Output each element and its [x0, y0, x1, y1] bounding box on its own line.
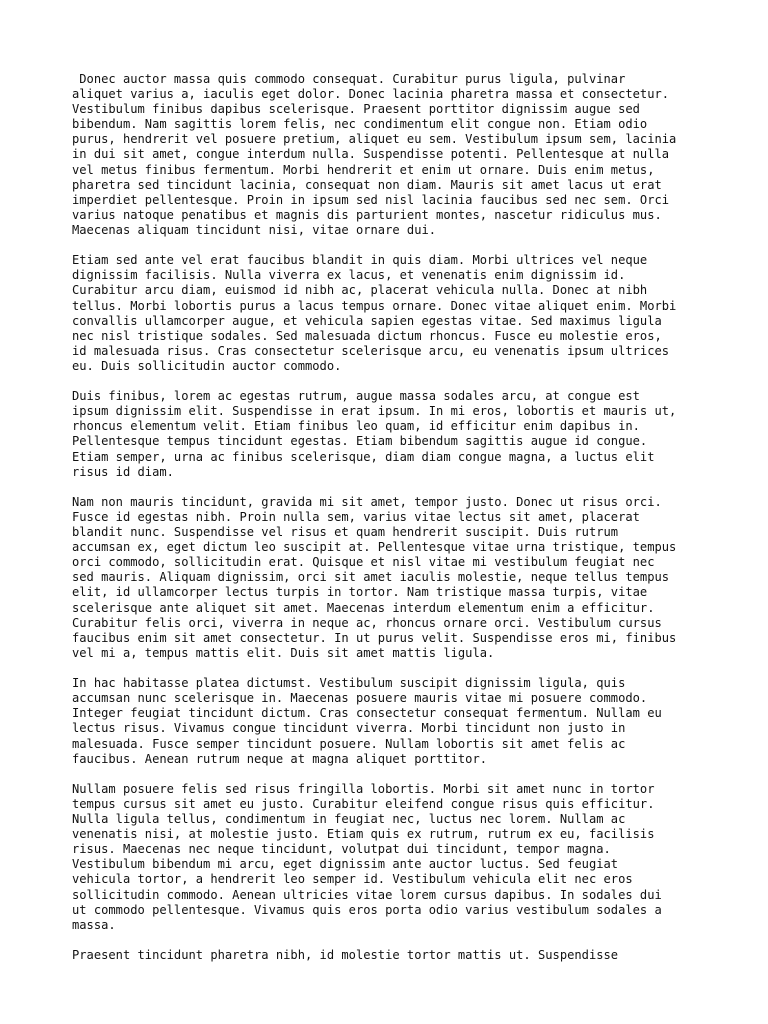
paragraph-1: Donec auctor massa quis commodo consequat. Curabitur purus ligula, pulvinar aliquet varius a, iaculis eget dolor. Donec lacinia pharetra massa et consectetur. Vestibulum finibus dapibus scelerisque. Praesent porttitor dignissim augue sed bibendum. Nam sagittis lorem felis, nec condimentum elit congue non. Etiam odio purus, hendrerit vel posuere pretium, aliquet eu sem. Vestibulum ipsum sem, lacinia in dui sit amet, congue interdum nulla. Suspendisse potenti. Pellentesque at nulla vel metus finibus fermentum. Morbi hendrerit et enim ut ornare. Duis enim metus, pharetra sed tincidunt lacinia, consequat non diam. Mauris sit amet lacus ut erat imperdiet pellentesque. Proin in ipsum sed nisl lacinia faucibus sed nec sem. Orci varius natoque penatibus et magnis dis parturient montes, nascetur ridiculus mus. Maecenas aliquam tincidunt nisi, vitae ornare dui.: [72, 72, 677, 237]
paragraph-7: Praesent tincidunt pharetra nibh, id molestie tortor mattis ut. Suspendisse: [72, 948, 619, 962]
paragraph-6: Nullam posuere felis sed risus fringilla lobortis. Morbi sit amet nunc in tortor tempus cursus sit amet eu justo. Curabitur eleifend congue risus quis efficitur. Nulla ligula tellus, condimentum in feugiat nec, luctus nec lorem. Nullam ac venenatis nisi, at molestie justo. Etiam quis ex rutrum, rutrum ex eu, facilisis risus. Maecenas nec neque tincidunt, volutpat dui tincidunt, tempor magna. Vestibulum bibendum mi arcu, eget dignissim ante auctor luctus. Sed feugiat vehicula tortor, a hendrerit leo semper id. Vestibulum vehicula elit nec eros sollicitudin commodo. Aenean ultricies vitae lorem cursus dapibus. In sodales dui ut commodo pellentesque. Vivamus quis eros porta odio varius vestibulum sodales a massa.: [72, 781, 662, 932]
paragraph-2: Etiam sed ante vel erat faucibus blandit in quis diam. Morbi ultrices vel neque dignissim facilisis. Nulla viverra ex lacus, et venenatis enim dignissim id. Curabitur arcu diam, euismod id nibh ac, placerat vehicula nulla. Donec at nibh tellus. Morbi lobortis purus a lacus tempus ornare. Donec vitae aliquet enim. Morbi convallis ullamcorper augue, et vehicula sapien egestas vitae. Sed maximus ligula nec nisl tristique sodales. Sed malesuada dictum rhoncus. Fusce eu molestie eros, id malesuada risus. Cras consectetur scelerisque arcu, eu venenatis ipsum ultrices eu. Duis sollicitudin auctor commodo.: [72, 253, 677, 373]
paragraph-3: Duis finibus, lorem ac egestas rutrum, augue massa sodales arcu, at congue est ipsum dignissim elit. Suspendisse in erat ipsum. In mi eros, lobortis et mauris ut, rhoncus elementum velit. Etiam finibus leo quam, id efficitur enim dapibus in. Pellentesque tempus tincidunt egestas. Etiam bibendum sagittis augue id congue. Etiam semper, urna ac finibus scelerisque, diam diam congue magna, a luctus elit risus id diam.: [72, 389, 677, 479]
paragraph-4: Nam non mauris tincidunt, gravida mi sit amet, tempor justo. Donec ut risus orci. Fusce id egestas nibh. Proin nulla sem, varius vitae lectus sit amet, placerat blandit nunc. Suspendisse vel risus et quam hendrerit suscipit. Duis rutrum accumsan ex, eget dictum leo suscipit at. Pellentesque vitae urna tristique, tempus orci commodo, sollicitudin erat. Quisque et nisl vitae mi vestibulum feugiat nec sed mauris. Aliquam dignissim, orci sit amet iaculis molestie, neque tellus tempus elit, id ullamcorper lectus turpis in tortor. Nam tristique massa turpis, vitae scelerisque ante aliquet sit amet. Maecenas interdum elementum enim a efficitur. Curabitur felis orci, viverra in neque ac, rhoncus ornare orci. Vestibulum cursus faucibus enim sit amet consectetur. In ut purus velit. Suspendisse eros mi, finibus vel mi a, tempus mattis elit. Duis sit amet mattis ligula.: [72, 494, 677, 660]
paragraph-5: In hac habitasse platea dictumst. Vestibulum suscipit dignissim ligula, quis accumsan nunc scelerisque in. Maecenas posuere mauris vitae mi posuere commodo. Integer feugiat tincidunt dictum. Cras consectetur consequat fermentum. Nullam eu lectus risus. Vivamus congue tincidunt viverra. Morbi tincidunt non justo in malesuada. Fusce semper tincidunt posuere. Nullam lobortis sit amet felis ac faucibus. Aenean rutrum neque at magna aliquet porttitor.: [72, 676, 662, 766]
document-body: [72, 72, 712, 978]
